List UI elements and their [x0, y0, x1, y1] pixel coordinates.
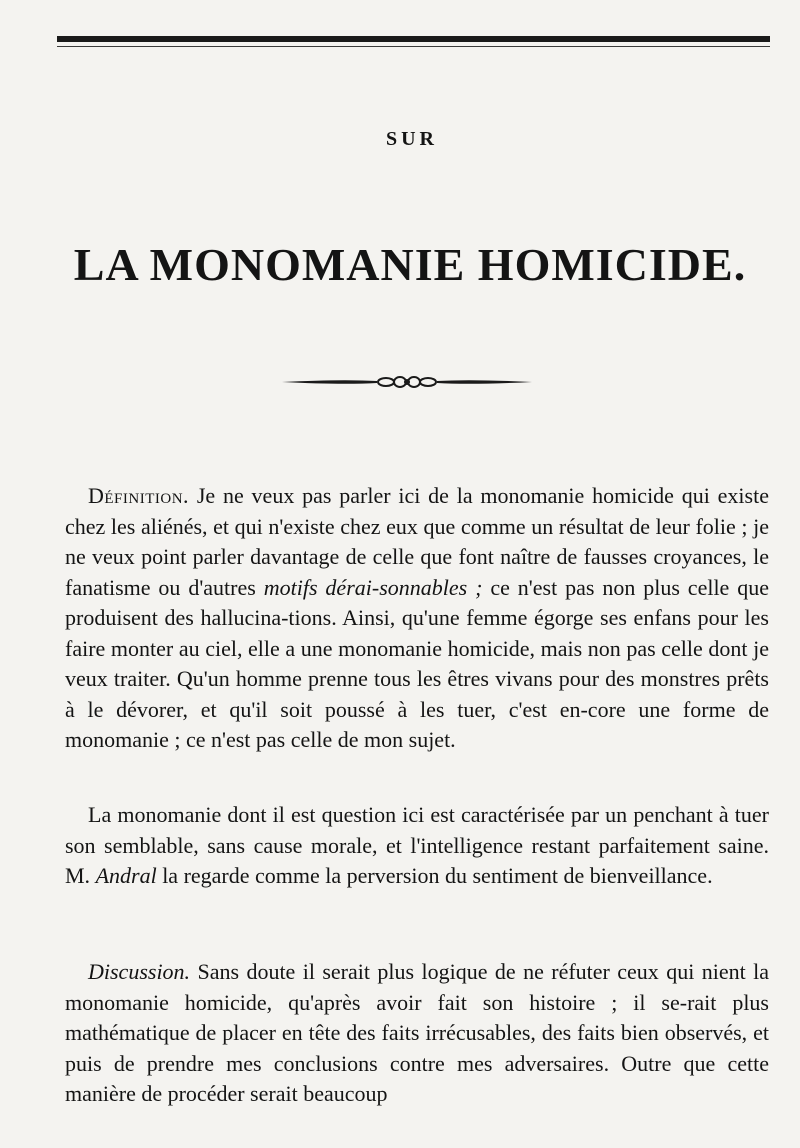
paragraph-definition	[65, 481, 769, 756]
definition-text-2: ce n'est pas non plus celle que produisent des hallucina-tions. Ainsi, qu'une femme égorge ses enfans pour les faire monter au ciel, elle a une monomanie homicide, mais non pas celle dont je veux traiter. Qu'un homme prenne tous les êtres vivans pour des monstres prêts à le dévorer, et qu'il soit poussé à les tuer, c'est en-core une forme de monomanie ; ce n'est pas celle de mon sujet.	[65, 574, 769, 752]
definition-text-1: Je ne veux pas parler ici de la monomanie homicide qui existe chez les aliénés, et qui n'existe chez eux que comme un résultat de leur folie ; je ne veux point parler davantage de celle que font naître de fausses croyances, le fanatisme ou d'autres	[65, 483, 769, 600]
definition-lead: Définition.	[88, 483, 190, 508]
top-rule-thick	[57, 36, 770, 42]
author-name-andral: Andral	[95, 863, 157, 888]
characterization-text-1: La monomanie dont il est question ici est caractérisée par un penchant à tuer son semblable, sans cause morale, et l'intelligence restant parfaitement saine. M.	[65, 802, 769, 888]
paragraph-discussion	[65, 957, 769, 1110]
discussion-lead: Discussion.	[88, 959, 191, 984]
top-rule-thin	[57, 46, 770, 47]
discussion-text: Sans doute il serait plus logique de ne réfuter ceux qui nient la monomanie homicide, qu'après avoir fait son histoire ; il se-rait plus mathématique de placer en tête des faits irrécusables, des faits bien observés, et puis de prendre mes conclusions contre mes adversaires. Outre que cette manière de procéder serait beaucoup	[65, 959, 769, 1106]
paragraph-characterization	[65, 800, 769, 892]
running-head: SUR	[385, 128, 438, 150]
definition-italic: motifs dérai-sonnables ;	[263, 574, 483, 600]
ornament-divider-icon	[282, 372, 532, 392]
chapter-title: LA MONOMANIE HOMICIDE.	[73, 239, 747, 290]
characterization-text-2: la regarde comme la perversion du sentiment de bienveillance.	[156, 863, 713, 888]
